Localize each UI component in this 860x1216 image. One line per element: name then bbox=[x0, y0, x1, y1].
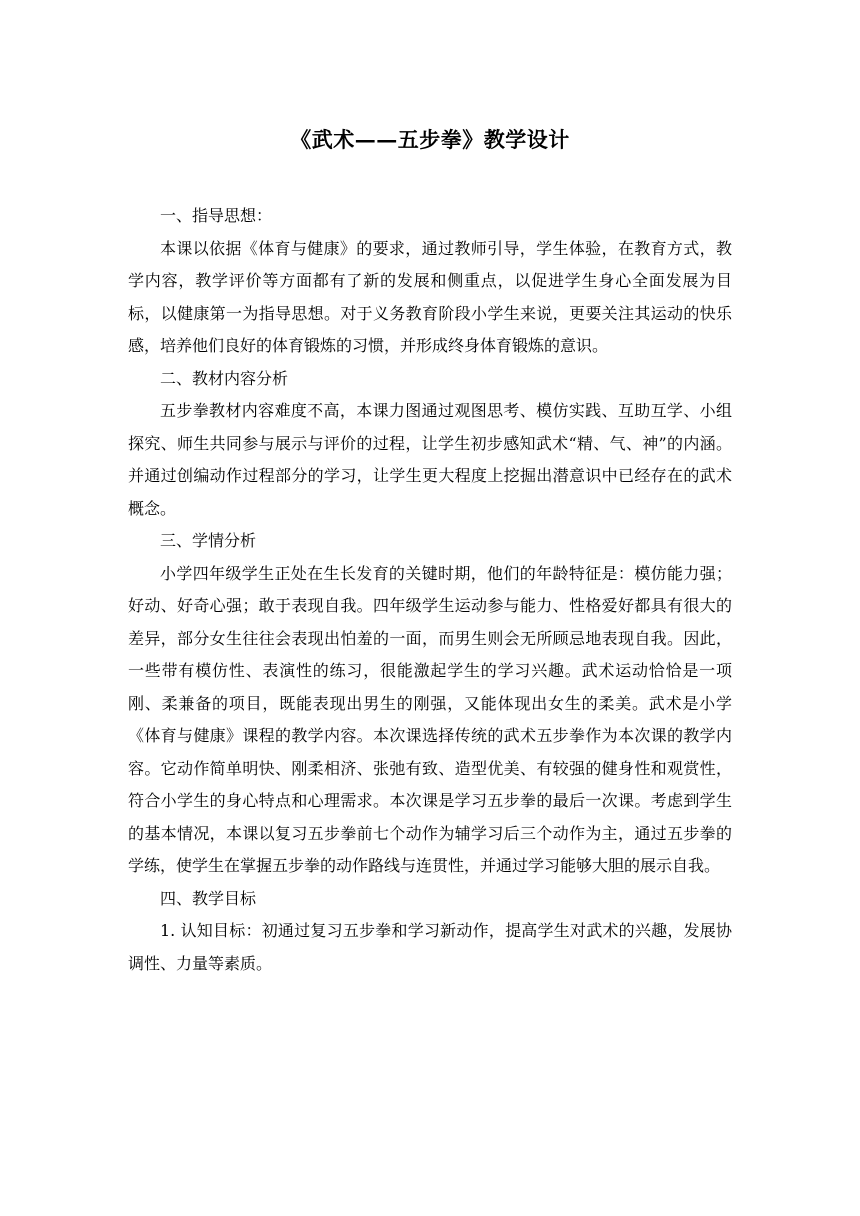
section-heading-guiding-ideology: 一、指导思想： bbox=[160, 206, 273, 225]
document-title: 《武术——五步拳》教学设计 bbox=[290, 127, 570, 152]
paragraph-material-analysis: 五步拳教材内容难度不高，本课力图通过观图思考、模仿实践、互助互学、小组探究、师生共同参与展示与评价的过程，让学生初步感知武术“精、气、神”的内涵。并通过创编动作过程部分的学习，让学生更大程度上挖掘出潜意识中已经存在的武术概念。 bbox=[128, 401, 732, 518]
paragraph-guiding-ideology: 本课以依据《体育与健康》的要求，通过教师引导，学生体验，在教育方式，教学内容，教学评价等方面都有了新的发展和侧重点，以促进学生身心全面发展为目标，以健康第一为指导思想。对于义务教育阶段小学生来说，更要关注其运动的快乐感，培养他们良好的体育锻炼的习惯，并形成终身体育锻炼的意识。 bbox=[128, 238, 732, 355]
paragraph-learner-analysis: 小学四年级学生正处在生长发育的关键时期，他们的年龄特征是：模仿能力强；好动、好奇心强；敢于表现自我。四年级学生运动参与能力、性格爱好都具有很大的差异，部分女生往往会表现出怕羞的一面，而男生则会无所顾忌地表现自我。因此，一些带有模仿性、表演性的练习，很能激起学生的学习兴趣。武术运动恰恰是一项刚、柔兼备的项目，既能表现出男生的刚强，又能体现出女生的柔美。武术是小学《体育与健康》课程的教学内容。本次课选择传统的武术五步拳作为本次课的教学内容。它动作简单明快、刚柔相济、张弛有致、造型优美、有较强的健身性和观赏性，符合小学生的身心特点和心理需求。本次课是学习五步拳的最后一次课。考虑到学生的基本情况，本课以复习五步拳前七个动作为辅学习后三个动作为主，通过五步拳的学练，使学生在掌握五步拳的动作路线与连贯性，并通过学习能够大胆的展示自我。 bbox=[128, 563, 732, 875]
section-heading-teaching-objectives: 四、教学目标 bbox=[160, 888, 257, 908]
section-heading-material-analysis: 二、教材内容分析 bbox=[160, 368, 289, 388]
section-heading-learner-analysis: 三、学情分析 bbox=[160, 531, 257, 550]
paragraph-cognitive-objective: 1. 认知目标：初通过复习五步拳和学习新动作，提高学生对武术的兴趣，发展协调性、力量等素质。 bbox=[128, 921, 732, 973]
document-body bbox=[128, 200, 732, 980]
